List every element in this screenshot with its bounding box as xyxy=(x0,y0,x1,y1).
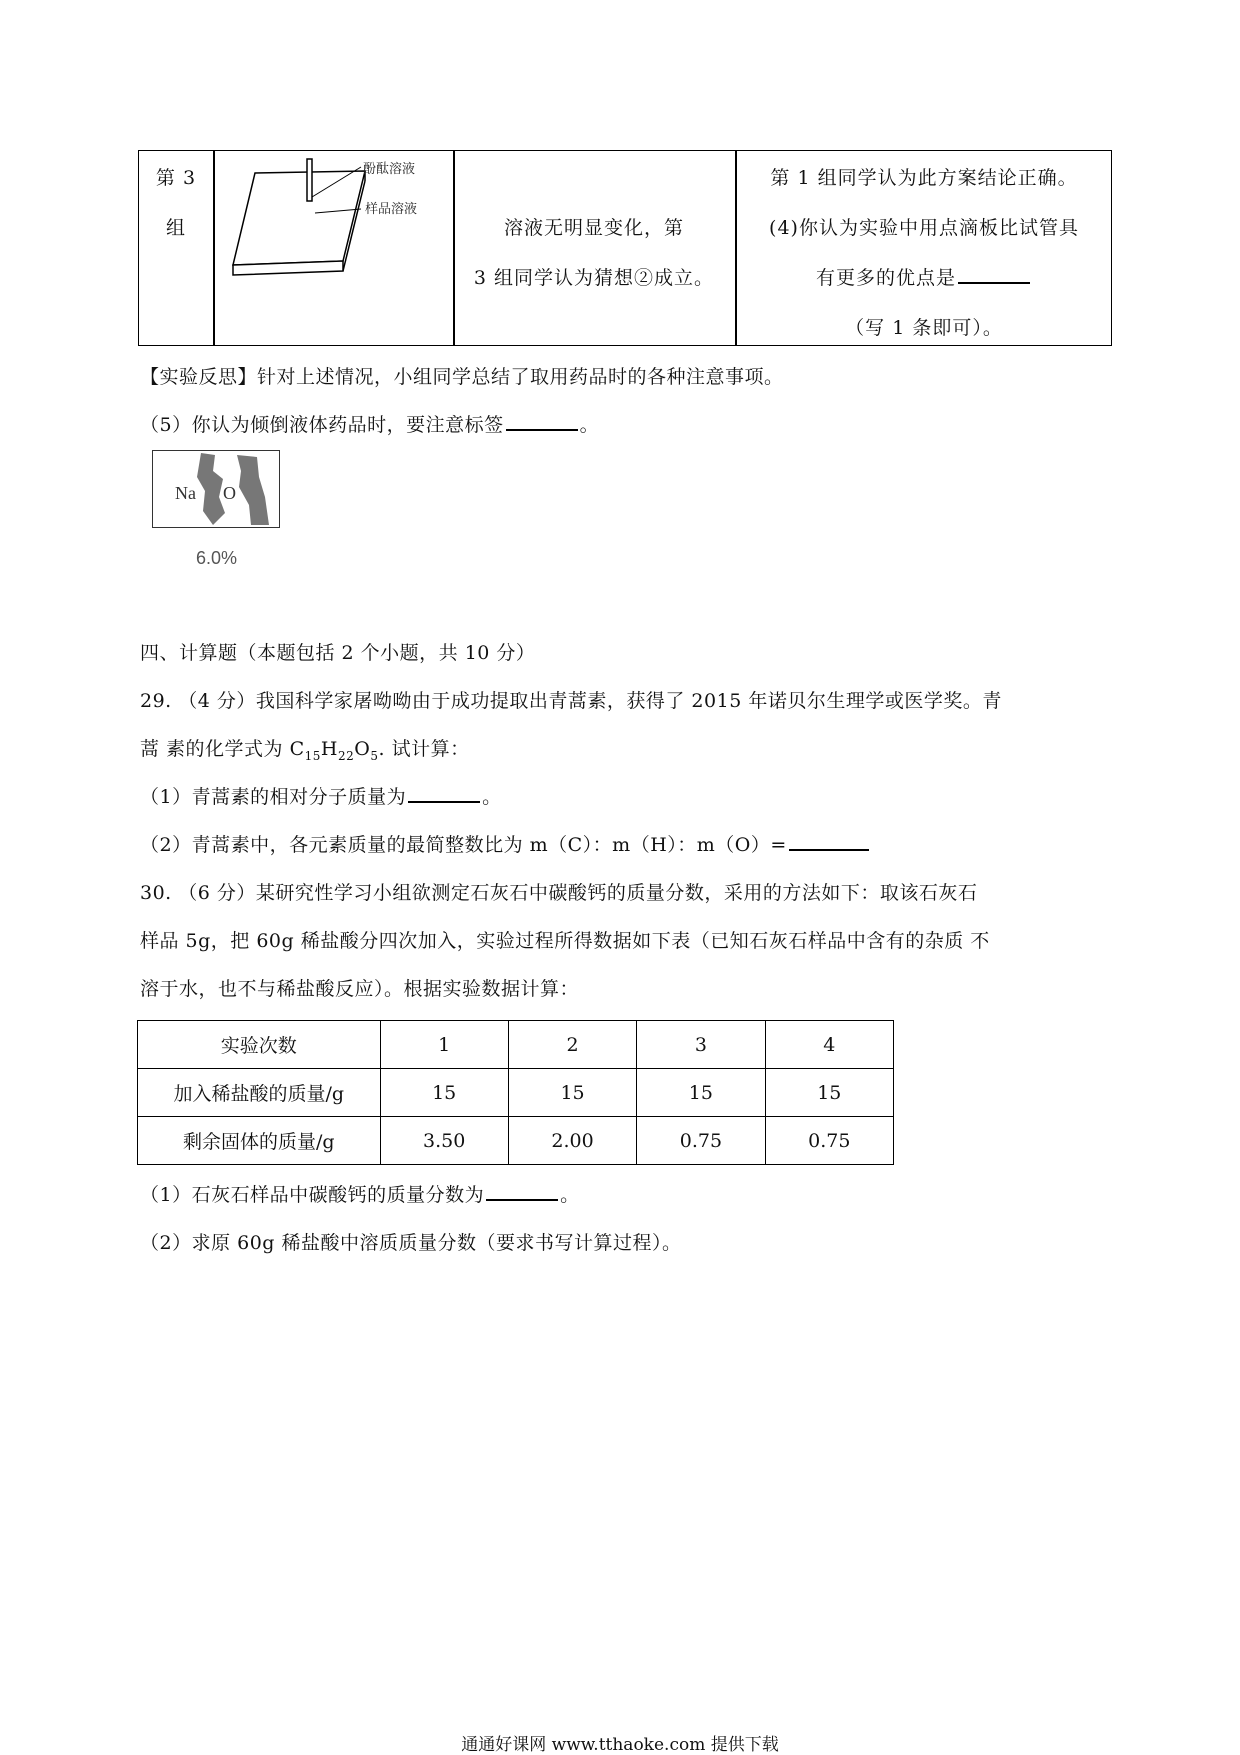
table-cell: 3.50 xyxy=(380,1117,508,1165)
q29-2: （2）青蒿素中，各元素质量的最简整数比为 m（C）：m（H）：m（O）= xyxy=(140,830,871,857)
label-na: Na xyxy=(175,483,196,503)
table-cell: 实验次数 xyxy=(138,1021,381,1069)
result-line2: 3 组同学认为猜想②成立。 xyxy=(473,267,715,289)
table-cell: 15 xyxy=(765,1069,893,1117)
table-cell: 15 xyxy=(637,1069,765,1117)
label-o: O xyxy=(223,483,236,503)
experiment-data-table xyxy=(137,1020,894,1165)
experiment-table-row3 xyxy=(138,150,1112,346)
table-row xyxy=(138,1069,894,1117)
page-footer: 通通好课网 www.tthaoke.com 提供下载 xyxy=(461,1735,779,1755)
group-label-suffix: 组 xyxy=(165,217,186,239)
table-cell: 3 xyxy=(637,1021,765,1069)
table-cell: 15 xyxy=(380,1069,508,1117)
q30-line2: 样品 5g，把 60g 稀盐酸分四次加入，实验过程所得数据如下表（已知石灰石样品中含有的杂质 不 xyxy=(140,930,990,952)
answer-blank[interactable] xyxy=(789,831,869,851)
question5: （5）你认为倾倒液体药品时，要注意标签 。 xyxy=(140,410,599,437)
result-line1: 溶液无明显变化，第 xyxy=(503,217,684,239)
divider xyxy=(453,151,455,345)
question4-note: （写 1 条即可）。 xyxy=(845,317,1003,339)
table-cell: 15 xyxy=(508,1069,636,1117)
table-cell: 0.75 xyxy=(637,1117,765,1165)
label-percent: 6.0% xyxy=(196,548,238,568)
table-row xyxy=(138,1117,894,1165)
q30-2: （2）求原 60g 稀盐酸中溶质质量分数（要求书写计算过程）。 xyxy=(140,1232,682,1254)
table-cell: 1 xyxy=(380,1021,508,1069)
sample-label: 样品溶液 xyxy=(365,202,418,217)
section-heading: 四、计算题（本题包括 2 个小题，共 10 分） xyxy=(140,642,536,664)
reagent-bottle-label xyxy=(152,450,280,528)
table-cell: 4 xyxy=(765,1021,893,1069)
conclusion-line1: 第 1 组同学认为此方案结论正确。 xyxy=(770,167,1078,189)
answer-blank[interactable] xyxy=(958,264,1030,284)
table-cell: 剩余固体的质量/g xyxy=(138,1117,381,1165)
answer-blank[interactable] xyxy=(506,411,578,431)
table-cell: 0.75 xyxy=(765,1117,893,1165)
q30-1: （1）石灰石样品中碳酸钙的质量分数为 。 xyxy=(140,1180,580,1207)
q29-1: （1）青蒿素的相对分子质量为 。 xyxy=(140,782,502,809)
reagent-label: 酚酞溶液 xyxy=(363,162,416,177)
table-cell: 2.00 xyxy=(508,1117,636,1165)
spot-plate-diagram xyxy=(215,153,451,343)
group-label: 第 3 xyxy=(155,167,197,189)
question4-line2: 有更多的优点是 xyxy=(735,263,1113,290)
table-cell: 加入稀盐酸的质量/g xyxy=(138,1069,381,1117)
reflection-text: 【实验反思】针对上述情况，小组同学总结了取用药品时的各种注意事项。 xyxy=(140,366,784,388)
table-cell: 2 xyxy=(508,1021,636,1069)
q30-line3: 溶于水，也不与稀盐酸反应）。根据实验数据计算： xyxy=(140,978,580,1000)
answer-blank[interactable] xyxy=(486,1181,558,1201)
answer-blank[interactable] xyxy=(408,783,480,803)
question4-line: (4)你认为实验中用点滴板比试管具 xyxy=(769,217,1079,239)
table-row xyxy=(138,1021,894,1069)
q29-line1: 29. （4 分）我国科学家屠呦呦由于成功提取出青蒿素，获得了 2015 年诺贝尔生理学或医学奖。青 xyxy=(140,690,1002,712)
q30-line1: 30. （6 分）某研究性学习小组欲测定石灰石中碳酸钙的质量分数，采用的方法如下：取该石灰石 xyxy=(140,882,978,904)
q29-line2: 蒿 素的化学式为 $C_{15}H_{22}O_5$. 试计算： xyxy=(140,738,470,763)
